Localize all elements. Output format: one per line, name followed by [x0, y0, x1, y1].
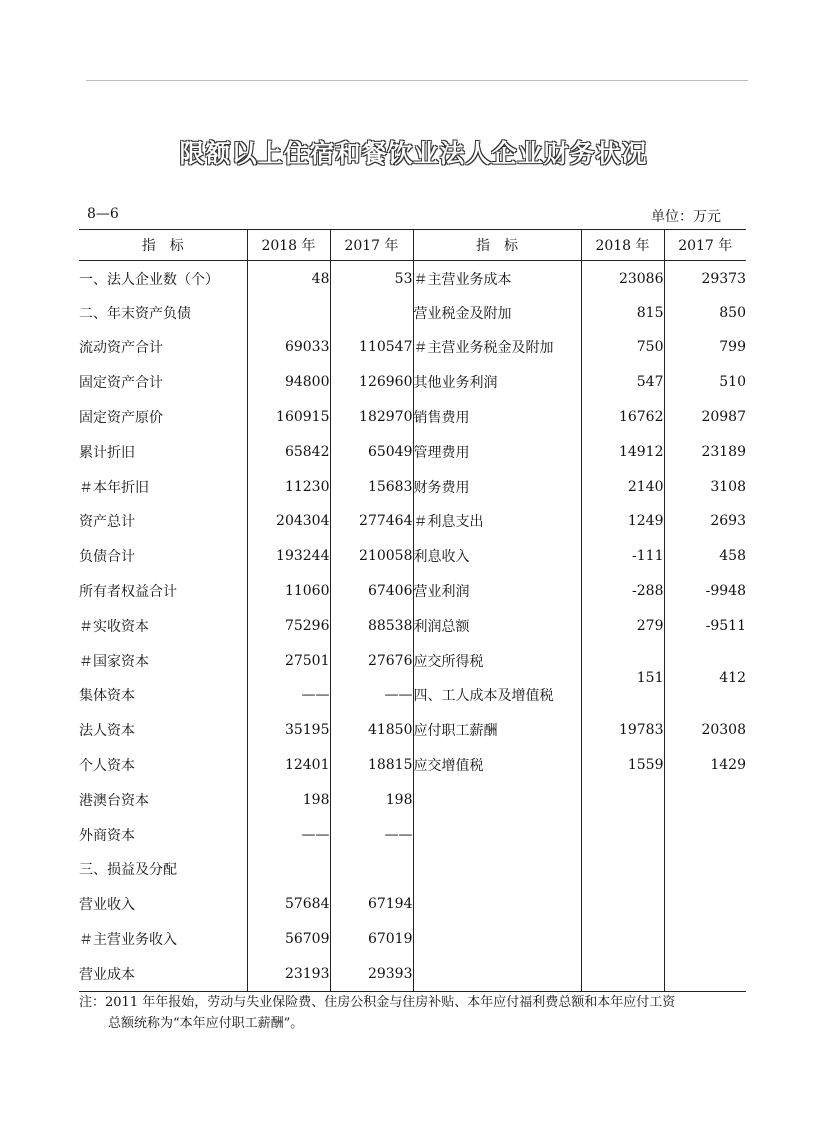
value-2018: 160915 [247, 400, 330, 435]
value-2017: 510 [664, 365, 746, 400]
empty-cell [581, 817, 664, 852]
value-2018: -111 [581, 539, 664, 574]
value-2018: 11230 [247, 469, 330, 504]
value-2017: 18815 [330, 748, 413, 783]
row-label: 应付职工薪酬 [413, 713, 581, 748]
value-2018: 198 [247, 782, 330, 817]
value-2017: 20308 [664, 713, 746, 748]
value-2017: -9948 [664, 574, 746, 609]
value-2018: 23086 [581, 261, 664, 296]
value-2017: —— [330, 817, 413, 852]
value-2018: 750 [581, 330, 664, 365]
value-2018 [247, 852, 330, 887]
value-2017: 20987 [664, 400, 746, 435]
row-label: 港澳台资本 [79, 792, 149, 809]
row-label: ＃实收资本 [79, 618, 149, 635]
row-label: 个人资本 [79, 758, 135, 775]
row-label: 营业收入 [79, 897, 135, 914]
unit-label: 单位：万元 [651, 209, 721, 225]
value-2018: 48 [247, 261, 330, 296]
value-2017: 29393 [330, 956, 413, 991]
value-2017: 2693 [664, 504, 746, 539]
empty-cell [581, 852, 664, 887]
value-2017: 67194 [330, 887, 413, 922]
value-2017: 850 [664, 295, 746, 330]
value-2018: 12401 [247, 748, 330, 783]
row-label: 外商资本 [79, 827, 135, 844]
value-2018: 27501 [247, 643, 330, 678]
empty-cell [413, 956, 581, 991]
row-label: 二、年末资产负债 [79, 305, 191, 322]
value-2017: 23189 [664, 434, 746, 469]
row-label: 负债合计 [79, 549, 135, 566]
value-2018: 2140 [581, 469, 664, 504]
value-2018: 57684 [247, 887, 330, 922]
table-row [79, 295, 746, 330]
row-label: 三、损益及分配 [79, 862, 177, 879]
value-2017 [330, 295, 413, 330]
value-2018: 204304 [247, 504, 330, 539]
table-row [79, 504, 746, 539]
empty-cell [664, 887, 746, 922]
value-2018: 65842 [247, 434, 330, 469]
value-2018: 23193 [247, 956, 330, 991]
value-2018: —— [247, 678, 330, 713]
table-row [79, 365, 746, 400]
table-row [79, 817, 746, 852]
table-row [79, 713, 746, 748]
row-label: 固定资产合计 [79, 375, 163, 392]
table-row [79, 574, 746, 609]
table-row [79, 400, 746, 435]
value-2017: 1429 [664, 748, 746, 783]
empty-cell [664, 782, 746, 817]
value-2018: 1249 [581, 504, 664, 539]
table-row [79, 434, 746, 469]
value-2017: 41850 [330, 713, 413, 748]
empty-cell [581, 782, 664, 817]
row-label: 固定资产原价 [79, 410, 163, 427]
header-2018-left: 2018 年 [247, 230, 330, 261]
table-row [79, 330, 746, 365]
value-2018: 547 [581, 365, 664, 400]
row-label: ＃本年折旧 [79, 479, 149, 496]
value-2017: 3108 [664, 469, 746, 504]
value-2018: 19783 [581, 713, 664, 748]
empty-cell [664, 922, 746, 957]
value-2018: 279 [581, 608, 664, 643]
table-row [79, 852, 746, 887]
value-2017: 15683 [330, 469, 413, 504]
table-row [79, 887, 746, 922]
row-label: 法人资本 [79, 723, 135, 740]
header-2017-left: 2017 年 [330, 230, 413, 261]
value-2018: 151 [581, 643, 664, 713]
value-2018: 56709 [247, 922, 330, 957]
value-2017: 126960 [330, 365, 413, 400]
header-2018-right: 2018 年 [581, 230, 664, 261]
value-2017: 29373 [664, 261, 746, 296]
value-2018: -288 [581, 574, 664, 609]
finance-table [79, 229, 746, 992]
empty-cell [581, 887, 664, 922]
value-2017: 67019 [330, 922, 413, 957]
footnote-line-1: 注：2011 年年报始，劳动与失业保险费、住房公积金与住房补贴、本年应付福利费总额和本年应付工资 [79, 995, 676, 1010]
empty-cell [413, 782, 581, 817]
row-label: 利润总额 [413, 608, 581, 643]
table-row [79, 782, 746, 817]
row-label: 其他业务利润 [413, 365, 581, 400]
table-row [79, 469, 746, 504]
row-label: 应交增值税 [413, 748, 581, 783]
row-label: ＃主营业务收入 [79, 932, 177, 949]
row-label: 所有者权益合计 [79, 584, 177, 601]
empty-cell [664, 956, 746, 991]
value-2017: 182970 [330, 400, 413, 435]
empty-cell [413, 887, 581, 922]
row-label: 流动资产合计 [79, 340, 163, 357]
value-2018: 14912 [581, 434, 664, 469]
value-2018: 11060 [247, 574, 330, 609]
empty-cell [664, 817, 746, 852]
value-2018: 1559 [581, 748, 664, 783]
top-rule [86, 80, 748, 81]
value-2018: 193244 [247, 539, 330, 574]
row-label: 累计折旧 [79, 444, 135, 461]
value-2017: 88538 [330, 608, 413, 643]
header-2017-right: 2017 年 [664, 230, 746, 261]
row-label: 管理费用 [413, 434, 581, 469]
value-2018: 16762 [581, 400, 664, 435]
page-title: 限额以上住宿和餐饮业法人企业财务状况 [179, 139, 648, 168]
value-2018: 35195 [247, 713, 330, 748]
value-2018 [247, 295, 330, 330]
value-2017: 65049 [330, 434, 413, 469]
value-2017: 458 [664, 539, 746, 574]
empty-cell [664, 852, 746, 887]
value-2017: 277464 [330, 504, 413, 539]
row-label: 销售费用 [413, 400, 581, 435]
row-label: ＃主营业务税金及附加 [413, 330, 581, 365]
table-row [79, 922, 746, 957]
value-2018: 75296 [247, 608, 330, 643]
value-2017: -9511 [664, 608, 746, 643]
value-2017: 53 [330, 261, 413, 296]
row-label: 财务费用 [413, 469, 581, 504]
row-label: ＃国家资本 [79, 653, 149, 670]
row-label: 营业利润 [413, 574, 581, 609]
value-2017: 799 [664, 330, 746, 365]
value-2017: 67406 [330, 574, 413, 609]
table-row [79, 643, 746, 678]
table-row [79, 956, 746, 991]
value-2017: 27676 [330, 643, 413, 678]
value-2018: —— [247, 817, 330, 852]
table-number: 8—6 [87, 206, 119, 222]
value-2017: 210058 [330, 539, 413, 574]
header-indicator-left: 指 标 [141, 238, 184, 254]
table-header-row [79, 230, 746, 261]
value-2017: 110547 [330, 330, 413, 365]
empty-cell [581, 922, 664, 957]
table-row [79, 748, 746, 783]
value-2018: 69033 [247, 330, 330, 365]
footnote [79, 992, 749, 1034]
value-2018: 815 [581, 295, 664, 330]
empty-cell [413, 922, 581, 957]
row-label: ＃利息支出 [413, 504, 581, 539]
empty-cell [413, 817, 581, 852]
row-label: 营业成本 [79, 966, 135, 983]
row-label: 应交所得税 [413, 643, 581, 678]
value-2017 [330, 852, 413, 887]
value-2017: —— [330, 678, 413, 713]
row-label: 一、法人企业数（个） [79, 272, 219, 289]
value-2017: 198 [330, 782, 413, 817]
row-label: 营业税金及附加 [413, 295, 581, 330]
table-row [79, 261, 746, 296]
header-indicator-right: 指 标 [413, 230, 581, 261]
row-label: 资产总计 [79, 514, 135, 531]
row-label: 集体资本 [79, 688, 135, 705]
table-row [79, 539, 746, 574]
row-label: ＃主营业务成本 [413, 261, 581, 296]
value-2018: 94800 [247, 365, 330, 400]
row-label: 四、工人成本及增值税 [413, 678, 581, 713]
empty-cell [581, 956, 664, 991]
table-row [79, 608, 746, 643]
row-label: 利息收入 [413, 539, 581, 574]
footnote-line-2: 总额统称为“本年应付职工薪酬”。 [108, 1016, 304, 1031]
empty-cell [413, 852, 581, 887]
value-2017: 412 [664, 643, 746, 713]
